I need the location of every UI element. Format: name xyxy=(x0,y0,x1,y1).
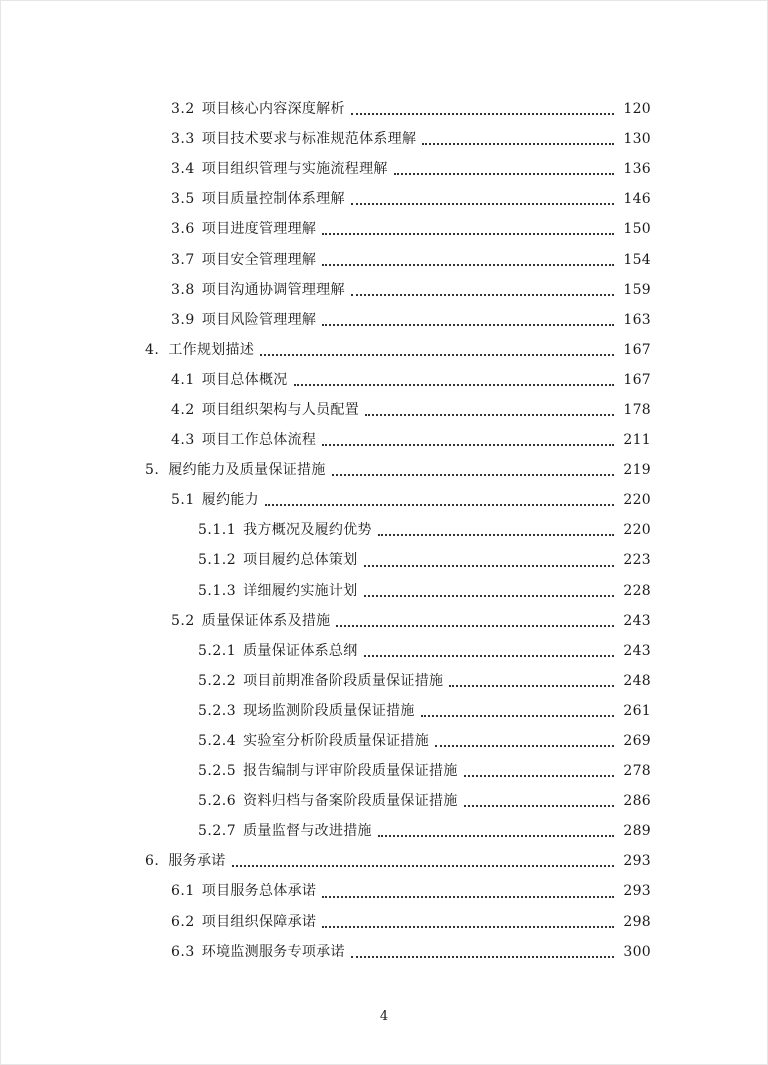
toc-entry-title: 项目安全管理理解 xyxy=(201,251,317,268)
toc-entry-number: 6.3 xyxy=(171,943,195,960)
toc-entry-number: 4.2 xyxy=(171,401,195,418)
toc-entry[interactable] xyxy=(0,576,768,606)
toc-entry-title: 项目组织架构与人员配置 xyxy=(201,401,360,418)
dot-leader xyxy=(265,503,614,506)
toc-entry[interactable] xyxy=(0,184,768,214)
toc-entry-number: 5.1.3 xyxy=(198,582,237,599)
toc-entry-page: 286 xyxy=(623,793,651,810)
toc-entry-title: 工作规划描述 xyxy=(168,341,255,358)
toc-entry-title: 报告编制与评审阶段质量保证措施 xyxy=(243,763,458,780)
toc-entry[interactable] xyxy=(0,515,768,545)
toc-entry-title: 项目沟通协调管理理解 xyxy=(201,281,345,298)
toc-entry[interactable] xyxy=(0,666,768,696)
toc-entry-page: 154 xyxy=(623,251,651,268)
toc-entry-title: 项目进度管理理解 xyxy=(201,221,317,238)
toc-entry[interactable] xyxy=(0,756,768,786)
toc-entry[interactable] xyxy=(0,335,768,365)
toc-entry-number: 6. xyxy=(145,853,160,870)
toc-entry-number: 4. xyxy=(145,341,160,358)
toc-entry-number: 4.3 xyxy=(171,432,195,449)
toc-entry-page: 150 xyxy=(623,221,651,238)
dot-leader xyxy=(351,112,614,115)
toc-entry-page: 163 xyxy=(623,311,651,328)
toc-entry[interactable] xyxy=(0,786,768,816)
dot-leader xyxy=(449,684,614,687)
dot-leader xyxy=(322,443,614,446)
dot-leader xyxy=(364,594,614,597)
toc-entry-page: 167 xyxy=(623,371,651,388)
toc-entry-number: 6.2 xyxy=(171,913,195,930)
toc-entry[interactable] xyxy=(0,816,768,846)
toc-entry[interactable] xyxy=(0,846,768,876)
toc-entry[interactable] xyxy=(0,726,768,756)
toc-entry[interactable] xyxy=(0,876,768,906)
toc-entry-page: 178 xyxy=(623,401,651,418)
toc-entry-title: 质量监督与改进措施 xyxy=(243,823,372,840)
toc-entry-page: 223 xyxy=(623,552,651,569)
toc-entry-title: 现场监测阶段质量保证措施 xyxy=(243,702,415,719)
toc-entry-title: 项目风险管理理解 xyxy=(201,311,317,328)
toc-entry[interactable] xyxy=(0,696,768,726)
toc-entry[interactable] xyxy=(0,154,768,184)
toc-entry-page: 159 xyxy=(623,281,651,298)
dot-leader xyxy=(336,624,614,627)
page-number: 4 xyxy=(379,1009,389,1024)
dot-leader xyxy=(322,323,614,326)
dot-leader xyxy=(322,895,614,898)
dot-leader xyxy=(351,955,614,958)
toc-entry-title: 履约能力及质量保证措施 xyxy=(168,462,326,479)
toc-entry-page: 278 xyxy=(623,763,651,780)
dot-leader xyxy=(435,744,614,747)
dot-leader xyxy=(351,293,614,296)
toc-entry[interactable] xyxy=(0,937,768,967)
toc-entry-page: 269 xyxy=(623,733,651,750)
dot-leader xyxy=(464,804,614,807)
toc-entry-number: 5.2.3 xyxy=(198,702,237,719)
toc-entry[interactable] xyxy=(0,244,768,274)
toc-entry-page: 220 xyxy=(623,492,651,509)
toc-entry[interactable] xyxy=(0,214,768,244)
toc-entry-number: 3.9 xyxy=(171,311,195,328)
toc-entry-title: 项目技术要求与标准规范体系理解 xyxy=(201,131,417,148)
toc-entry[interactable] xyxy=(0,907,768,937)
toc-entry-page: 120 xyxy=(623,101,651,118)
toc-entry-number: 5.2.7 xyxy=(198,823,237,840)
toc-entry[interactable] xyxy=(0,636,768,666)
toc-entry-title: 项目组织管理与实施流程理解 xyxy=(201,161,388,178)
toc-entry[interactable] xyxy=(0,395,768,425)
dot-leader xyxy=(364,654,614,657)
toc-entry-title: 项目核心内容深度解析 xyxy=(201,101,345,118)
toc-entry-page: 211 xyxy=(623,432,651,449)
toc-entry-number: 3.8 xyxy=(171,281,195,298)
toc-entry-title: 详细履约实施计划 xyxy=(243,582,358,599)
toc-entry-number: 5.1 xyxy=(171,492,195,509)
toc-entry[interactable] xyxy=(0,124,768,154)
toc-entry[interactable] xyxy=(0,305,768,335)
toc-entry-number: 5.2.4 xyxy=(198,733,237,750)
toc-entry-title: 项目服务总体承诺 xyxy=(201,883,317,900)
toc-entry-page: 300 xyxy=(623,943,651,960)
toc-entry-number: 4.1 xyxy=(171,371,195,388)
toc-entry-page: 293 xyxy=(623,883,651,900)
dot-leader xyxy=(464,774,614,777)
dot-leader xyxy=(378,533,614,536)
toc-entry-number: 5.2.2 xyxy=(198,672,237,689)
dot-leader xyxy=(378,834,614,837)
toc-entry-title: 环境监测服务专项承诺 xyxy=(201,943,345,960)
toc-entry-page: 248 xyxy=(623,672,651,689)
toc-entry-number: 5.1.1 xyxy=(198,522,237,539)
toc-entry-page: 298 xyxy=(623,913,651,930)
toc-entry-number: 3.4 xyxy=(171,161,195,178)
dot-leader xyxy=(365,413,614,416)
toc-entry-page: 136 xyxy=(623,161,651,178)
toc-entry-number: 5.2.5 xyxy=(198,763,237,780)
toc-entry-number: 3.3 xyxy=(171,131,195,148)
toc-entry-page: 261 xyxy=(623,702,651,719)
toc-entry-title: 质量保证体系总纲 xyxy=(243,642,358,659)
toc-entry-number: 3.5 xyxy=(171,191,195,208)
toc-entry-page: 219 xyxy=(623,462,651,479)
toc-entry[interactable] xyxy=(0,365,768,395)
toc-entry-page: 146 xyxy=(623,191,651,208)
toc-entry-title: 服务承诺 xyxy=(168,853,226,870)
toc-entry-page: 130 xyxy=(623,131,651,148)
toc-entry-title: 质量保证体系及措施 xyxy=(201,612,331,629)
dot-leader xyxy=(332,473,614,476)
toc-entry-page: 293 xyxy=(623,853,651,870)
toc-entry-number: 5.1.2 xyxy=(198,552,237,569)
toc-entry[interactable] xyxy=(0,545,768,575)
toc-entry-page: 220 xyxy=(623,522,651,539)
dot-leader xyxy=(364,564,614,567)
dot-leader xyxy=(294,383,614,386)
toc-entry-title: 项目履约总体策划 xyxy=(243,552,358,569)
toc-entry-title: 项目质量控制体系理解 xyxy=(201,191,345,208)
toc-entry-number: 3.7 xyxy=(171,251,195,268)
toc-entry-title: 履约能力 xyxy=(201,492,259,509)
dot-leader xyxy=(351,202,614,205)
toc-entry-title: 项目前期准备阶段质量保证措施 xyxy=(243,672,444,689)
toc-entry-page: 243 xyxy=(623,612,651,629)
toc-entry[interactable] xyxy=(0,425,768,455)
toc-entry-number: 5.2 xyxy=(171,612,195,629)
dot-leader xyxy=(394,172,614,175)
dot-leader xyxy=(232,864,614,867)
dot-leader xyxy=(422,142,614,145)
toc-entry-page: 243 xyxy=(623,642,651,659)
toc-entry-number: 3.2 xyxy=(171,101,195,118)
dot-leader xyxy=(322,232,614,235)
toc-entry[interactable] xyxy=(0,455,768,485)
toc-entry[interactable] xyxy=(0,485,768,515)
toc-entry[interactable] xyxy=(0,606,768,636)
toc-entry-title: 资料归档与备案阶段质量保证措施 xyxy=(243,793,458,810)
toc-entry-title: 项目总体概况 xyxy=(201,371,288,388)
toc-entry-number: 5.2.6 xyxy=(198,793,237,810)
toc-entry-number: 5.2.1 xyxy=(198,642,237,659)
toc-entry-page: 228 xyxy=(623,582,651,599)
toc-entry-title: 项目工作总体流程 xyxy=(201,432,317,449)
toc-entry-number: 3.6 xyxy=(171,221,195,238)
toc-entry-number: 5. xyxy=(145,462,160,479)
dot-leader xyxy=(322,925,614,928)
table-of-contents xyxy=(0,94,768,967)
toc-entry-title: 项目组织保障承诺 xyxy=(201,913,317,930)
dot-leader xyxy=(260,353,614,356)
toc-entry-title: 我方概况及履约优势 xyxy=(243,522,372,539)
toc-entry-number: 6.1 xyxy=(171,883,195,900)
dot-leader xyxy=(421,714,614,717)
dot-leader xyxy=(322,263,614,266)
toc-entry[interactable] xyxy=(0,275,768,305)
toc-entry[interactable] xyxy=(0,94,768,124)
toc-entry-title: 实验室分析阶段质量保证措施 xyxy=(243,733,430,750)
toc-entry-page: 167 xyxy=(623,341,651,358)
toc-entry-page: 289 xyxy=(623,823,651,840)
